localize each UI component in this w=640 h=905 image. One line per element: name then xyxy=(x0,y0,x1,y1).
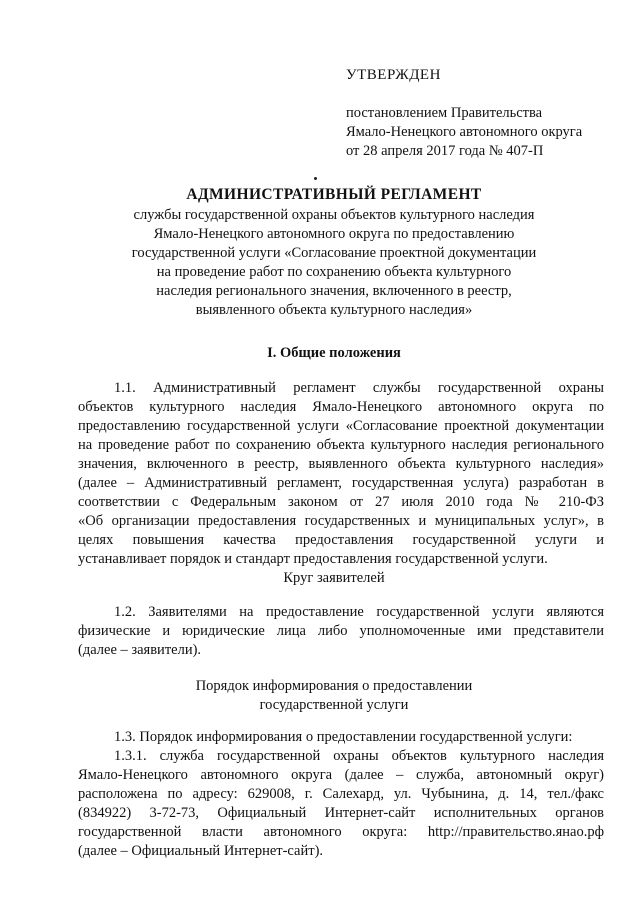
paragraph-line: физические и юридические лица либо уполномоченные ими представители xyxy=(78,623,604,639)
info-heading-line: Порядок информирования о предоставлении xyxy=(195,678,473,694)
approval-line: от 28 апреля 2017 года № 407-П xyxy=(346,143,544,159)
paragraph-1-2 xyxy=(78,603,604,660)
paragraph-line: (далее – заявители). xyxy=(78,642,202,658)
document-title: АДМИНИСТРАТИВНЫЙ РЕГЛАМЕНТ xyxy=(186,186,482,203)
paragraph-line: 1.3. Порядок информирования о предоставлении государственной услуги: xyxy=(114,729,573,745)
paragraph-line: государственной власти автономного округа: http://правительство.янао.рф xyxy=(78,824,604,840)
paragraph-line: 1.2. Заявителями на предоставление государственной услуги являются xyxy=(114,604,604,620)
title-subline: государственной услуги «Согласование проектной документации xyxy=(131,245,537,261)
paragraph-line: объектов культурного наследия Ямало-Ненецкого автономного округа по xyxy=(78,399,604,415)
paragraph-1-3 xyxy=(78,728,604,747)
paragraph-line: (далее – Официальный Интернет-сайт). xyxy=(78,843,324,859)
info-heading-line: государственной услуги xyxy=(259,697,409,713)
paragraph-line: 1.1. Административный регламент службы государственной охраны xyxy=(114,380,604,396)
paragraph-line: соответствии с Федеральным законом от 27 июля 2010 года № 210-ФЗ xyxy=(78,494,604,510)
paragraph-line: Ямало-Ненецкого автономного округа (далее – служба, автономный округ) xyxy=(78,767,604,783)
paragraph-line: целях повышения качества предоставления государственной услуги и xyxy=(78,532,604,548)
approval-stamp xyxy=(346,66,626,161)
approval-line: Ямало-Ненецкого автономного округа xyxy=(346,124,583,140)
title-subline: на проведение работ по сохранению объекта культурного xyxy=(156,264,512,280)
approval-heading: УТВЕРЖДЕН xyxy=(346,67,441,83)
document-title-block xyxy=(60,185,608,320)
paragraph-line: на проведение работ по сохранению объекта культурного наследия регионального xyxy=(78,437,604,453)
title-subline: наследия регионального значения, включенного в реестр, xyxy=(156,283,512,299)
paragraph-1-1 xyxy=(78,379,604,569)
paragraph-line: 1.3.1. служба государственной охраны объектов культурного наследия xyxy=(114,748,604,764)
paragraph-line: значения, включенного в реестр, выявленного объекта культурного наследия» xyxy=(78,456,604,472)
info-heading xyxy=(60,677,608,715)
title-subline: Ямало-Ненецкого автономного округа по предоставлению xyxy=(153,226,515,242)
section-heading: I. Общие положения xyxy=(267,345,401,361)
paragraph-line: «Об организации предоставления государственных и муниципальных услуг», в xyxy=(78,513,604,529)
paragraph-1-3-1 xyxy=(78,747,604,861)
applicants-heading: Круг заявителей xyxy=(283,570,385,586)
paragraph-line: устанавливает порядок и стандарт предоставления государственной услуги. xyxy=(78,551,548,567)
title-subline: службы государственной охраны объектов культурного наследия xyxy=(133,207,535,223)
paragraph-line: расположена по адресу: 629008, г. Салехард, ул. Чубынина, д. 14, тел./факс xyxy=(78,786,604,802)
title-subline: выявленного объекта культурного наследия» xyxy=(195,302,473,318)
ink-dot xyxy=(314,177,317,180)
approval-line: постановлением Правительства xyxy=(346,105,543,121)
paragraph-line: (далее – Административный регламент, государственная услуга) разработан в xyxy=(78,475,604,491)
paragraph-line: (834922) 3-72-73, Официальный Интернет-сайт исполнительных органов xyxy=(78,805,604,821)
paragraph-line: предоставлению государственной услуги «Согласование проектной документации xyxy=(78,418,604,434)
